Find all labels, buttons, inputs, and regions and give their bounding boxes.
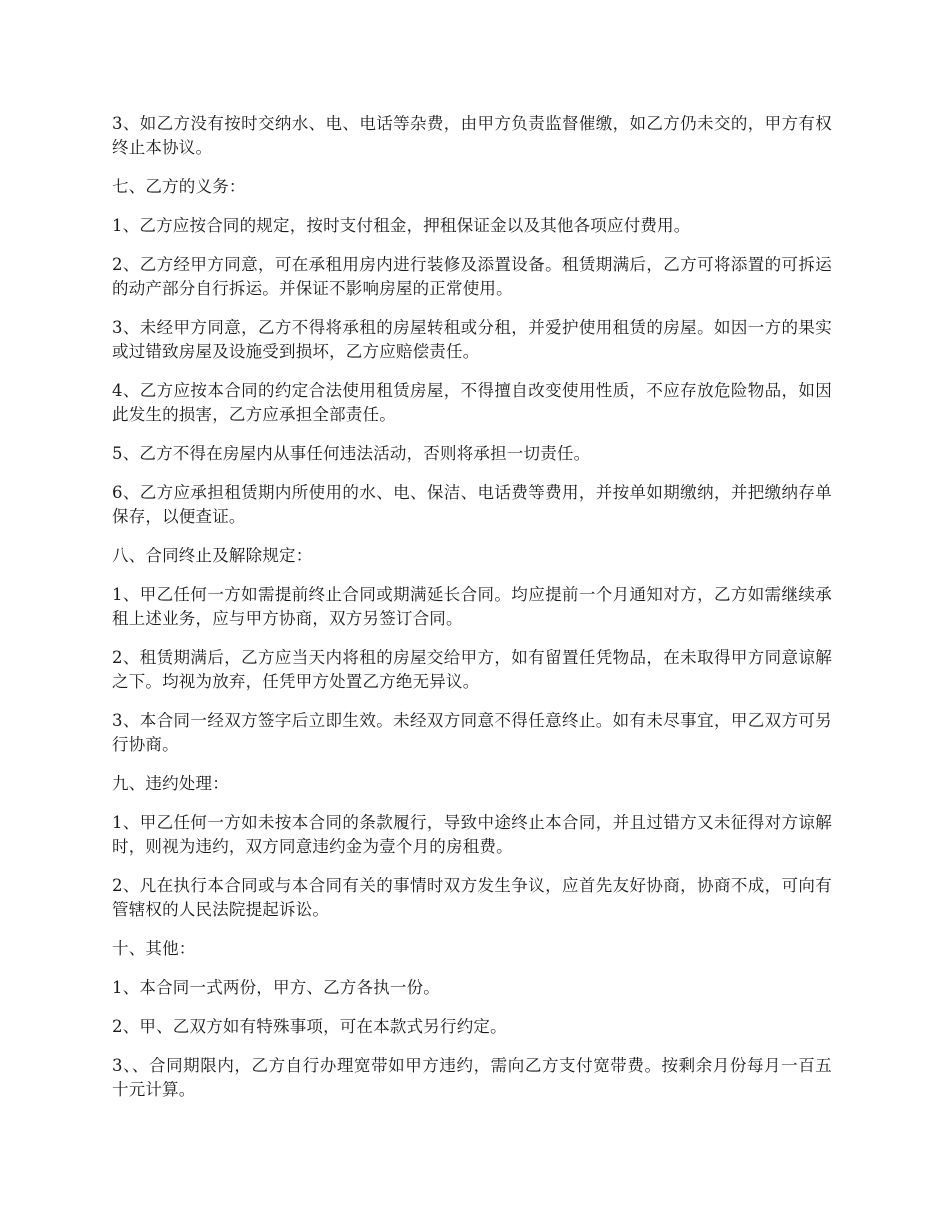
section-8-heading: 八、合同终止及解除规定：	[112, 546, 313, 565]
clause-7-3: 3、未经甲方同意，乙方不得将承租的房屋转租或分租，并爱护使用租赁的房屋。如因一方的果实或过错致房屋及设施受到损坏，乙方应赔偿责任。	[112, 318, 832, 361]
clause-10-3: 3、、合同期限内，乙方自行办理宽带如甲方违约，需向乙方支付宽带费。按剩余月份每月一百五十元计算。	[112, 1056, 832, 1099]
clause-7-2: 2、乙方经甲方同意，可在承租用房内进行装修及添置设备。租赁期满后，乙方可将添置的可拆运的动产部分自行拆运。并保证不影响房屋的正常使用。	[112, 255, 832, 298]
clause-6-3: 3、如乙方没有按时交纳水、电、电话等杂费，由甲方负责监督催缴，如乙方仍未交的，甲方有权终止本协议。	[112, 114, 832, 157]
clause-7-6: 6、乙方应承担租赁期内所使用的水、电、保洁、电话费等费用，并按单如期缴纳，并把缴纳存单保存，以便查证。	[112, 483, 832, 526]
clause-8-1: 1、甲乙任何一方如需提前终止合同或期满延长合同。均应提前一个月通知对方，乙方如需继续承租上述业务，应与甲方协商，双方另签订合同。	[112, 585, 832, 628]
section-9-heading: 九、违约处理：	[112, 774, 229, 793]
clause-10-1: 1、本合同一式两份，甲方、乙方各执一份。	[112, 978, 440, 997]
clause-10-2: 2、甲、乙双方如有特殊事项，可在本款式另行约定。	[112, 1017, 507, 1036]
clause-7-1: 1、乙方应按合同的规定，按时支付租金，押租保证金以及其他各项应付费用。	[112, 216, 691, 235]
clause-8-3: 3、本合同一经双方签字后立即生效。未经双方同意不得任意终止。如有未尽事宜，甲乙双方可另行协商。	[112, 711, 832, 754]
clause-7-4: 4、乙方应按本合同的约定合法使用租赁房屋，不得擅自改变使用性质，不应存放危险物品，如因此发生的损害，乙方应承担全部责任。	[112, 381, 832, 424]
clause-7-5: 5、乙方不得在房屋内从事任何违法活动，否则将承担一切责任。	[112, 444, 591, 463]
document-page	[112, 112, 832, 1117]
clause-9-1: 1、甲乙任何一方如未按本合同的条款履行，导致中途终止本合同，并且过错方又未征得对方谅解时，则视为违约，双方同意违约金为壹个月的房租费。	[112, 813, 832, 856]
clause-8-2: 2、租赁期满后，乙方应当天内将租的房屋交给甲方，如有留置任凭物品，在未取得甲方同意谅解之下。均视为放弃，任凭甲方处置乙方绝无异议。	[112, 648, 832, 691]
section-10-heading: 十、其他：	[112, 939, 196, 958]
clause-9-2: 2、凡在执行本合同或与本合同有关的事情时双方发生争议，应首先友好协商，协商不成，可向有管辖权的人民法院提起诉讼。	[112, 876, 832, 919]
section-7-heading: 七、乙方的义务：	[112, 177, 246, 196]
